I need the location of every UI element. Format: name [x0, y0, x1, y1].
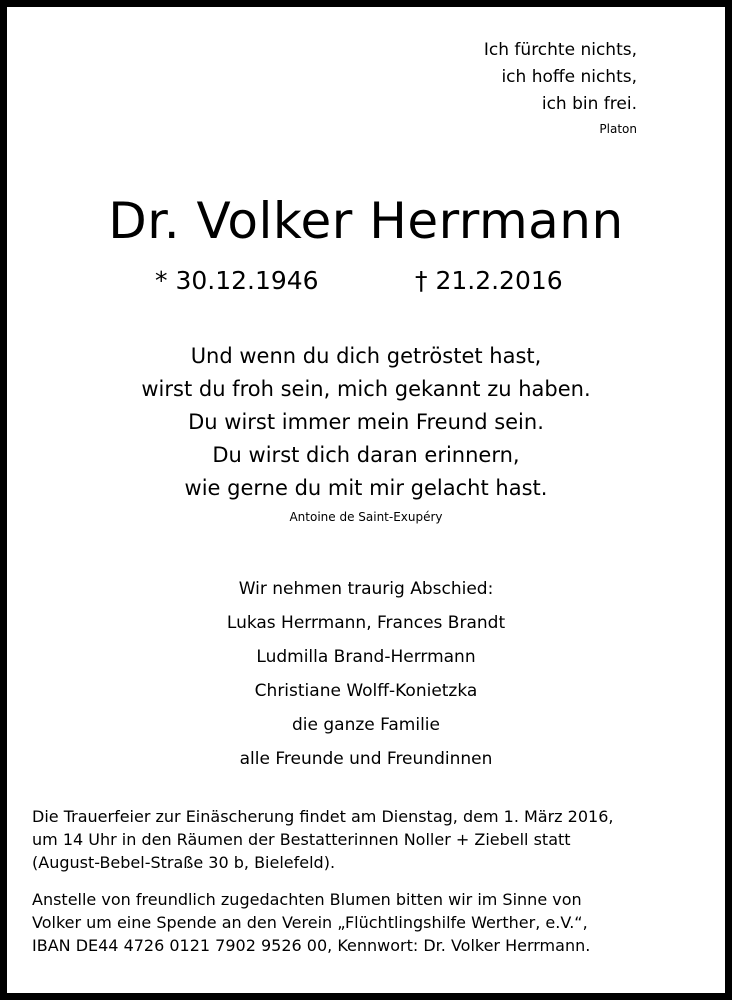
death-date: † 21.2.2016	[415, 266, 563, 295]
motto-line: ich hoffe nichts,	[501, 67, 637, 87]
motto-line: Ich fürchte nichts,	[483, 40, 637, 60]
notice-line: (August-Bebel-Straße 30 b, Bielefeld).	[32, 853, 336, 872]
motto-author: Platon	[599, 122, 637, 136]
funeral-notice	[32, 805, 705, 874]
mourner-name: die ganze Familie	[292, 715, 440, 735]
poem-line: Du wirst immer mein Freund sein.	[188, 410, 544, 434]
notice-line: Volker um eine Spende an den Verein „Flüchtlingshilfe Werther, e.V.“,	[32, 913, 588, 932]
notice-line: Die Trauerfeier zur Einäscherung findet am Dienstag, dem 1. März 2016,	[32, 807, 614, 826]
poem-line: Du wirst dich daran erinnern,	[212, 443, 520, 467]
mourners-heading: Wir nehmen traurig Abschied:	[238, 579, 494, 599]
notice-line: Anstelle von freundlich zugedachten Blumen bitten wir im Sinne von	[32, 890, 582, 909]
poem-author: Antoine de Saint-Exupéry	[289, 510, 443, 524]
mourner-name: Christiane Wolff-Konietzka	[254, 681, 478, 701]
birth-date: * 30.12.1946	[155, 266, 319, 295]
poem-line: wirst du froh sein, mich gekannt zu haben.	[141, 377, 591, 401]
mourner-name: Ludmilla Brand-Herrmann	[256, 647, 476, 667]
donation-notice	[32, 888, 705, 957]
poem-line: Und wenn du dich getröstet hast,	[190, 344, 542, 368]
notice-line: IBAN DE44 4726 0121 7902 9526 00, Kennwort: Dr. Volker Herrmann.	[32, 936, 591, 955]
motto-line: ich bin frei.	[541, 94, 637, 114]
motto-quote	[484, 37, 637, 140]
mourner-name: Lukas Herrmann, Frances Brandt	[226, 613, 506, 633]
deceased-name: Dr. Volker Herrmann	[108, 192, 624, 250]
poem-quote	[7, 340, 725, 505]
poem-line: wie gerne du mit mir gelacht hast.	[184, 476, 548, 500]
mourner-name: alle Freunde und Freundinnen	[239, 749, 493, 769]
notice-line: um 14 Uhr in den Räumen der Bestatterinnen Noller + Ziebell statt	[32, 830, 571, 849]
mourners-list	[7, 572, 725, 776]
